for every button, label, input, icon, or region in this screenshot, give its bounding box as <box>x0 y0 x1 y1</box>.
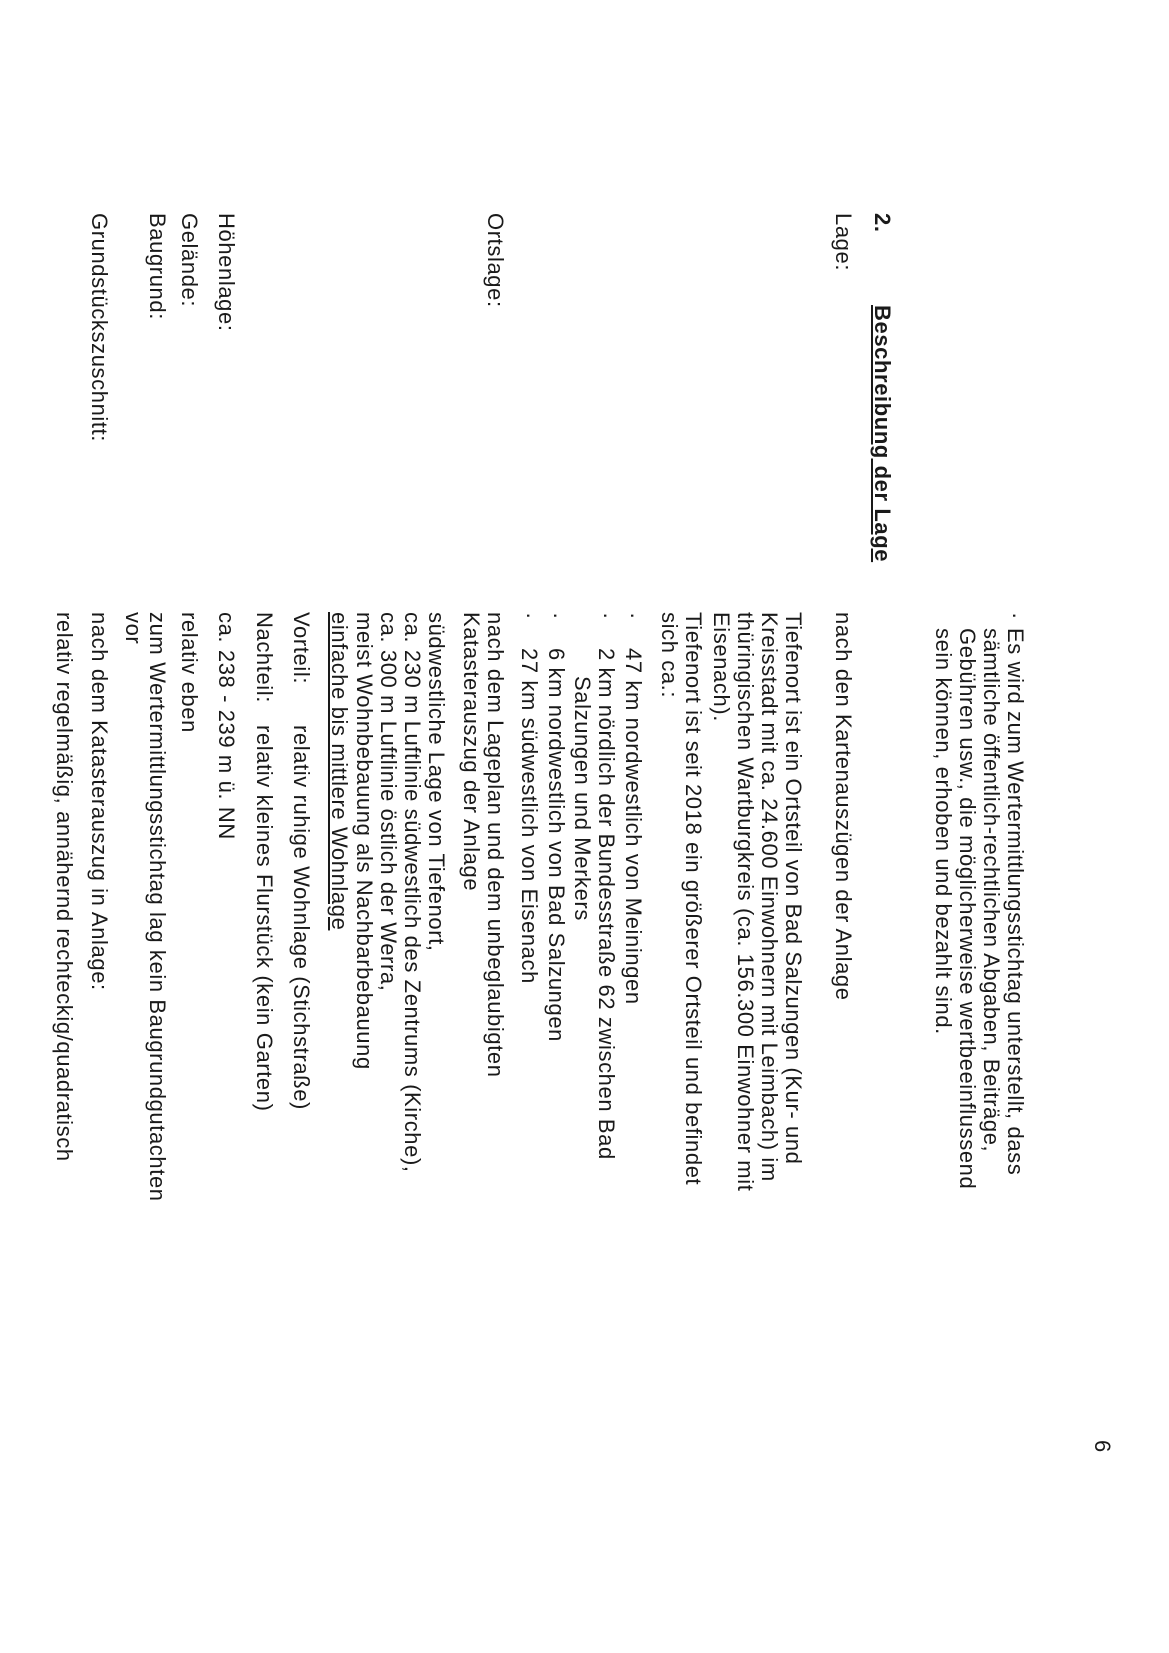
hoehenlage-value: ca. 238 - 239 m ü. NN <box>214 612 239 840</box>
nachteil-label: Nachteil: <box>252 612 277 703</box>
top-note-line: Gebühren usw., die möglicherweise wertbeeinflussend <box>955 628 980 1190</box>
ortslage-description-line: südwestliche Lage von Tiefenort, <box>424 612 449 952</box>
distance-item: 6 km nordwestlich von Bad Salzungen <box>544 648 569 1042</box>
grundstueckszuschnitt-label: Grundstückszuschnitt: <box>87 213 112 443</box>
section-number: 2. <box>870 213 895 233</box>
baugrund-label: Baugrund: <box>145 213 170 320</box>
top-note-line: sämtliche öffentlich-rechtlichen Abgaben, Beiträge, <box>979 628 1004 1153</box>
distance-item: 2 km nördlich der Bundesstraße 62 zwischen Bad <box>594 648 619 1160</box>
ortslage-description-line: ca. 230 m Luftlinie südwestlich des Zentrums (Kirche), <box>400 612 425 1173</box>
lage-description-line: thüringischen Wartburgkreis (ca. 156.300 Einwohner mit <box>733 612 758 1192</box>
baugrund-value-line: vor <box>121 612 146 645</box>
gelaende-value: relativ eben <box>177 612 202 733</box>
top-note-line: sein können, erhoben und bezahlt sind. <box>931 628 956 1035</box>
distance-bullet: · <box>517 612 542 620</box>
ortslage-description-line: ca. 300 m Luftlinie östlich der Werra, <box>376 612 401 992</box>
distance-bullet: · <box>594 612 619 620</box>
lage-description-line: Kreisstadt mit ca. 24.600 Einwohnern mit Leimbach) im <box>757 612 782 1182</box>
top-note-bullet: · <box>1003 612 1028 620</box>
distance-bullet: · <box>544 612 569 620</box>
lage-position-line: Tiefenort ist seit 2018 ein größerer Ortsteil und befindet <box>681 612 706 1186</box>
grundstueckszuschnitt-source: nach dem Katasterauszug in Anlage: <box>87 612 112 991</box>
hoehenlage-label: Höhenlage: <box>214 213 239 332</box>
distance-item: 47 km nordwestlich von Meiningen <box>621 648 646 1005</box>
lage-label: Lage: <box>831 213 856 272</box>
distance-item: 27 km südwestlich von Eisenach <box>517 648 542 984</box>
ortslage-description-line: meist Wohnbebauung als Nachbarbebauung <box>352 612 377 1070</box>
vorteil-value: relativ ruhige Wohnlage (Stichstraße) <box>289 725 314 1110</box>
gelaende-label: Gelände: <box>177 213 202 308</box>
lage-source: nach den Kartenauszügen der Anlage <box>831 612 856 1001</box>
baugrund-value-line: zum Wertermittlungsstichtag lag kein Baugrundgutachten <box>145 612 170 1202</box>
lage-description-line: Tiefenort ist ein Ortsteil von Bad Salzungen (Kur- und <box>781 612 806 1165</box>
distance-bullet: · <box>621 612 646 620</box>
page-number: 6 <box>1090 1440 1115 1453</box>
grundstueckszuschnitt-value: relativ regelmäßig, annähernd rechteckig/quadratisch <box>52 612 77 1162</box>
lage-position-line: sich ca.: <box>657 612 682 699</box>
nachteil-value: relativ kleines Flurstück (kein Garten) <box>252 725 277 1112</box>
distance-item-continued: Salzungen und Merkers <box>570 676 595 921</box>
ortslage-source-line: Katasterauszug der Anlage <box>459 612 484 892</box>
lage-description-line: Eisenach). <box>709 612 734 722</box>
ortslage-source-line: nach dem Lageplan und dem unbeglaubigten <box>483 612 508 1078</box>
top-note-line: Es wird zum Wertermittlungsstichtag unterstellt, dass <box>1003 628 1028 1176</box>
vorteil-label: Vorteil: <box>289 612 314 685</box>
ortslage-label: Ortslage: <box>483 213 508 308</box>
section-title: Beschreibung der Lage <box>870 305 895 563</box>
wohnlage: einfache bis mittlere Wohnlage <box>327 612 352 931</box>
